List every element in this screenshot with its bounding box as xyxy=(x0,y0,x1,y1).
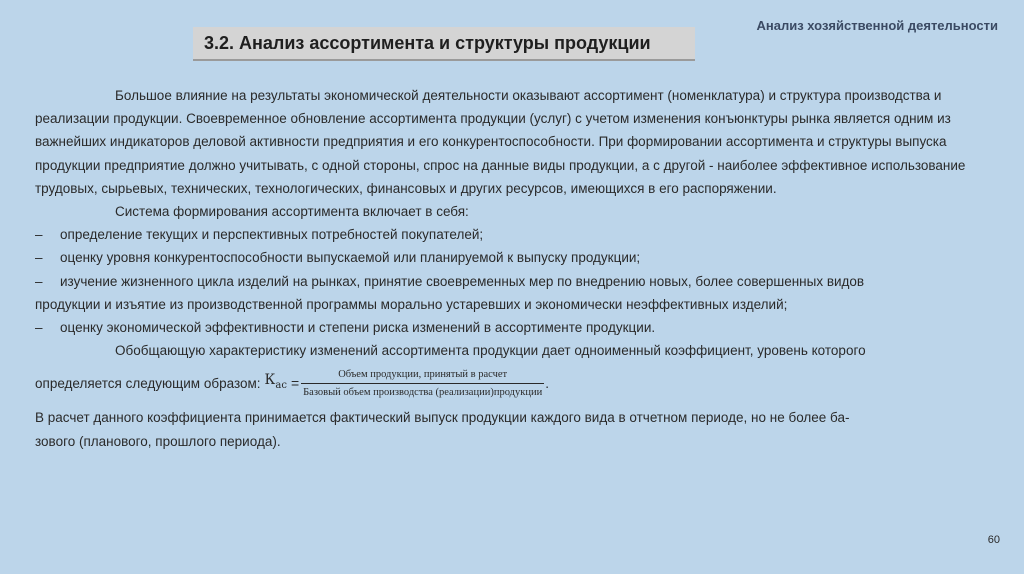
slide-title: 3.2. Анализ ассортимента и структуры продукции xyxy=(204,33,651,53)
list-item xyxy=(35,270,985,293)
paragraph-system: Система формирования ассортимента включает в себя: xyxy=(115,204,469,220)
list-item xyxy=(35,223,985,246)
list-dash: – xyxy=(35,250,43,266)
list-dash: – xyxy=(35,227,43,243)
paragraph-coefficient: Обобщающую характеристику изменений ассортимента продукции дает одноименный коэффициент, уровень которого xyxy=(115,343,866,359)
header-note: Анализ хозяйственной деятельности xyxy=(756,18,998,33)
formula-lead: определяется следующим образом: xyxy=(35,375,261,391)
formula-numerator: Объем продукции, принятый в расчет xyxy=(301,368,544,384)
list-item-text: изучение жизненного цикла изделий на рынках, принятие своевременных мер по внедрению новых, более совершенных видов xyxy=(60,273,865,289)
formula-line xyxy=(35,360,985,406)
list-item-text: оценку уровня конкурентоспособности выпускаемой или планируемой к выпуску продукции; xyxy=(60,250,641,266)
formula-fraction xyxy=(303,368,542,399)
formula-symbol xyxy=(265,369,287,397)
formula-equals: = xyxy=(290,374,300,391)
list-dash: – xyxy=(35,320,43,336)
list-item-text: оценку экономической эффективности и степени риска изменений в ассортименте продукции. xyxy=(60,320,656,336)
formula-subscript: ас xyxy=(275,380,287,392)
paragraph-calculation: В расчет данного коэффициента принимается фактический выпуск продукции каждого вида в отчетном периоде, но не более ба- xyxy=(35,410,850,426)
page-number: 60 xyxy=(987,534,1000,546)
paragraph-intro: Большое влияние на результаты экономической деятельности оказывают ассортимент (номенклатура) и структура производства и реализации продукции. Своевременное обновление ассортимента продукции (услуг) с учетом изменения конъюнктуры рынка является одним из важнейших индикаторов деловой активности предприятия и его конкурентоспособности. При формировании ассортимента и структуры выпуска продукции предприятие должно учитывать, с одной стороны, спрос на данные виды продукции, а с другой - наиболее эффективное использование трудовых, сырьевых, технических, технологических, финансовых и других ресурсов, имеющихся в его распоряжении. xyxy=(35,88,966,196)
list-item-text: определение текущих и перспективных потребностей покупателей; xyxy=(60,227,484,243)
formula-symbol-letter: К xyxy=(264,372,276,389)
body-text xyxy=(35,84,985,453)
list-item xyxy=(35,316,985,339)
formula-end: . xyxy=(545,375,549,391)
paragraph-calculation-cont: зового (планового, прошлого периода). xyxy=(35,433,281,449)
list-dash: – xyxy=(35,273,43,289)
list-item xyxy=(35,246,985,269)
formula-denominator: Базовый объем производства (реализации)продукции xyxy=(303,386,543,398)
list-item-continuation: продукции и изъятие из производственной программы морально устаревших и экономически неэффективных изделий; xyxy=(35,296,788,312)
title-box xyxy=(193,27,695,61)
